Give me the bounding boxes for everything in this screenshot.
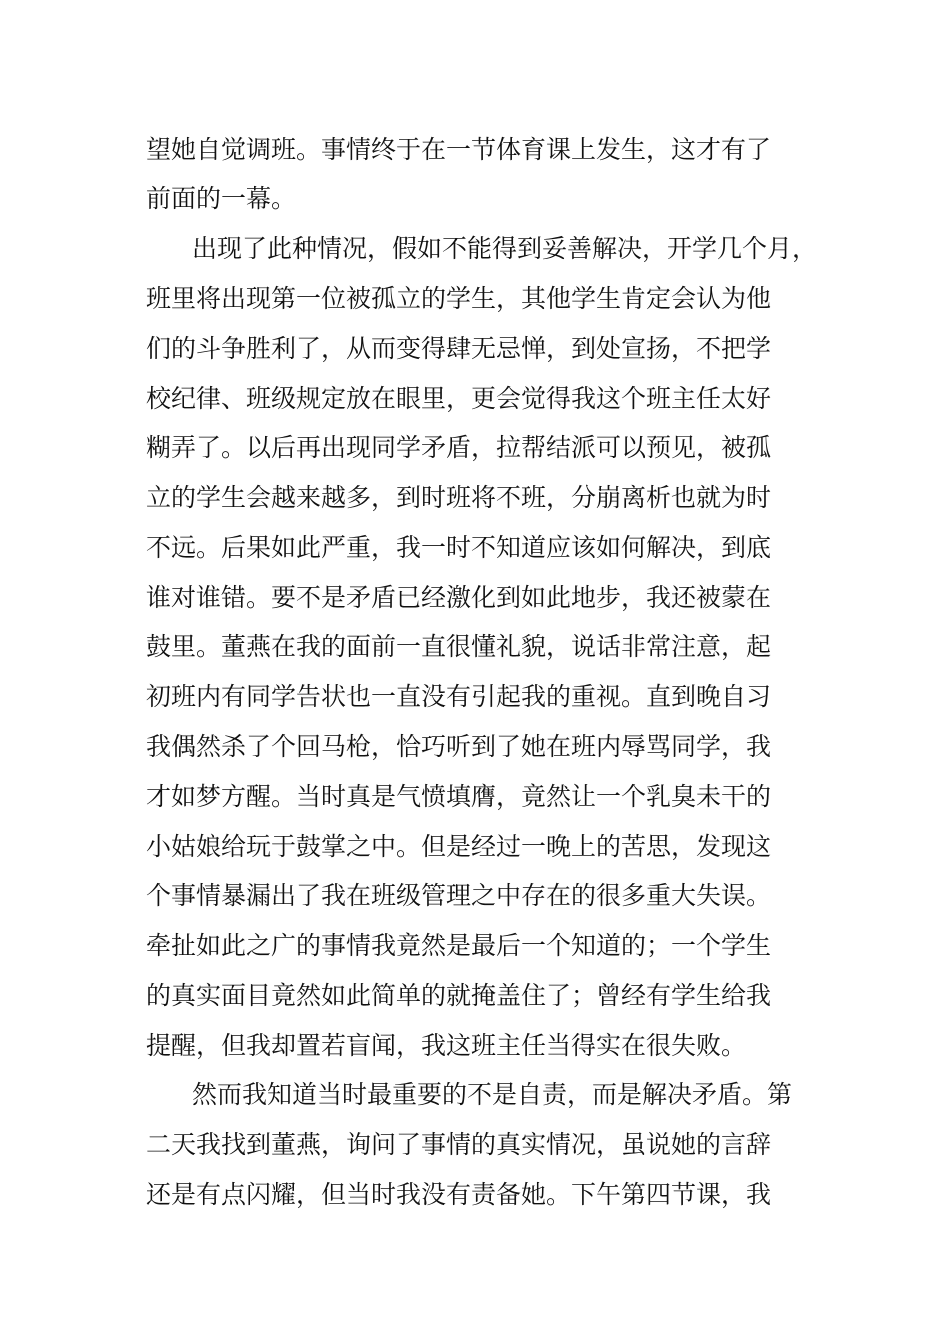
text-line: 前面的一幕。 — [146, 184, 297, 213]
text-line: 不远。后果如此严重，我一时不知道应该如何解决，到底 — [146, 533, 772, 562]
text-line: 的真实面目竟然如此简单的就掩盖住了；曾经有学生给我 — [146, 981, 772, 1010]
text-line: 个事情暴漏出了我在班级管理之中存在的很多重大失误。 — [146, 881, 772, 910]
text-line: 二天我找到董燕，询问了事情的真实情况，虽说她的言辞 — [146, 1130, 772, 1159]
paragraph-first-line: 出现了此种情况，假如不能得到妥善解决，开学几个月， — [192, 234, 818, 263]
text-line: 们的斗争胜利了，从而变得肆无忌惮，到处宣扬，不把学 — [146, 334, 772, 363]
text-line: 鼓里。董燕在我的面前一直很懂礼貌，说话非常注意，起 — [146, 632, 772, 661]
text-line: 牵扯如此之广的事情我竟然是最后一个知道的；一个学生 — [146, 931, 772, 960]
text-line: 立的学生会越来越多，到时班将不班，分崩离析也就为时 — [146, 483, 772, 512]
text-line: 班里将出现第一位被孤立的学生，其他学生肯定会认为他 — [146, 284, 772, 313]
text-line: 还是有点闪耀，但当时我没有责备她。下午第四节课，我 — [146, 1180, 772, 1209]
text-line: 初班内有同学告状也一直没有引起我的重视。直到晚自习 — [146, 682, 772, 711]
text-line: 才如梦方醒。当时真是气愤填膺，竟然让一个乳臭未干的 — [146, 782, 772, 811]
text-line: 小姑娘给玩于鼓掌之中。但是经过一晚上的苦思，发现这 — [146, 832, 772, 861]
text-line: 提醒，但我却置若盲闻，我这班主任当得实在很失败。 — [146, 1031, 747, 1060]
text-line: 我偶然杀了个回马枪，恰巧听到了她在班内辱骂同学，我 — [146, 732, 772, 761]
paragraph-first-line: 然而我知道当时最重要的不是自责，而是解决矛盾。第 — [192, 1080, 793, 1109]
text-line: 望她自觉调班。事情终于在一节体育课上发生，这才有了 — [146, 135, 772, 164]
text-line: 校纪律、班级规定放在眼里，更会觉得我这个班主任太好 — [146, 384, 772, 413]
text-line: 谁对谁错。要不是矛盾已经激化到如此地步，我还被蒙在 — [146, 583, 772, 612]
text-line: 糊弄了。以后再出现同学矛盾，拉帮结派可以预见，被孤 — [146, 433, 772, 462]
